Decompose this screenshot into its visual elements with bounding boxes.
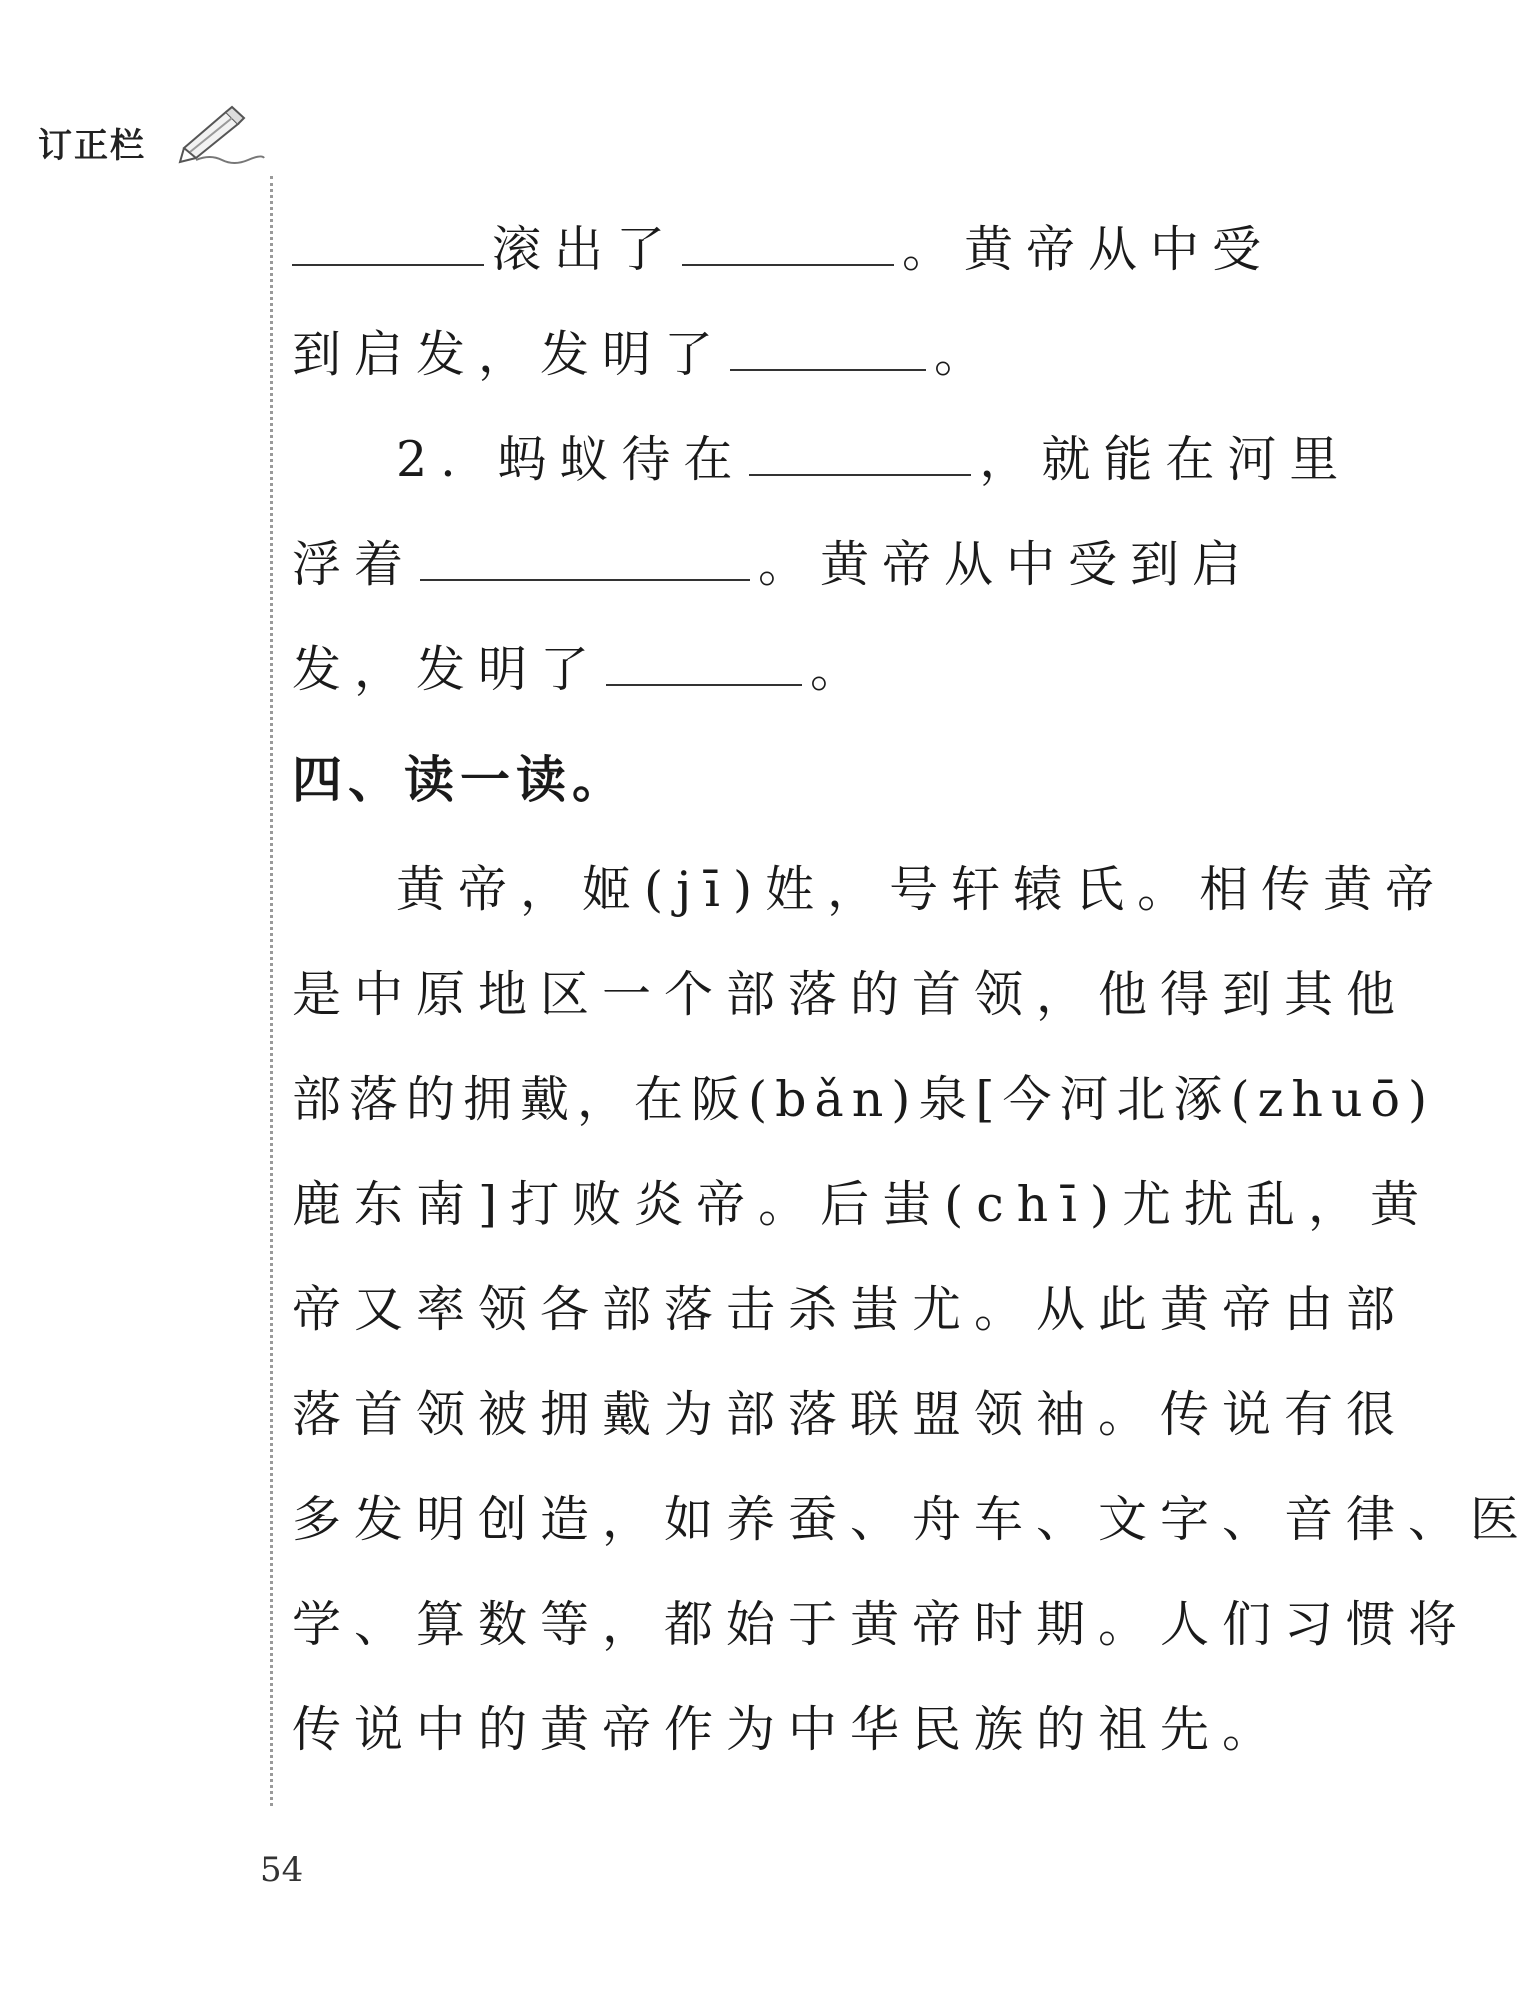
q1-text-d: 。 bbox=[934, 326, 997, 383]
reading-line: 落首领被拥戴为部落联盟领袖。传说有很 bbox=[292, 1386, 1409, 1443]
q2-text-d: 。黄帝从中受到启 bbox=[758, 536, 1255, 593]
q2-line-1 bbox=[396, 415, 1356, 505]
q2-text-e: 发，发明了 bbox=[292, 641, 603, 698]
reading-line: 帝又率领各部落击杀蚩尤。从此黄帝由部 bbox=[292, 1281, 1409, 1338]
q2-text-c: 浮着 bbox=[292, 536, 417, 593]
pencil-icon bbox=[176, 104, 264, 164]
reading-line: 黄帝，姬(jī)姓，号轩辕氏。相传黄帝 bbox=[396, 861, 1448, 918]
reading-line: 部落的拥戴，在阪(bǎn)泉[今河北涿(zhuō) bbox=[292, 1071, 1436, 1128]
q2-line-2 bbox=[292, 520, 1255, 610]
reading-line: 传说中的黄帝作为中华民族的祖先。 bbox=[292, 1701, 1285, 1758]
q2-text-a: 2. 蚂蚁待在 bbox=[396, 431, 746, 488]
q2-line-3 bbox=[292, 625, 1252, 715]
reading-line: 是中原地区一个部落的首领，他得到其他 bbox=[292, 966, 1409, 1023]
q1-text-b: 。黄帝从中受 bbox=[902, 221, 1275, 278]
margin-divider bbox=[270, 176, 273, 1806]
q1-text-a: 滚出了 bbox=[492, 221, 679, 278]
page-number: 54 bbox=[260, 1850, 304, 1890]
q2-text-f: 。 bbox=[810, 641, 873, 698]
answer-blank[interactable] bbox=[749, 428, 971, 476]
reading-line: 学、算数等，都始于黄帝时期。人们习惯将 bbox=[292, 1596, 1471, 1653]
answer-blank[interactable] bbox=[292, 218, 484, 266]
q1-text-c: 到启发，发明了 bbox=[292, 326, 727, 383]
reading-line: 多发明创造，如养蚕、舟车、文字、音律、医 bbox=[292, 1491, 1532, 1548]
answer-blank[interactable] bbox=[420, 533, 750, 581]
answer-blank[interactable] bbox=[730, 323, 926, 371]
section-4-title: 四、读一读。 bbox=[292, 751, 628, 809]
answer-blank[interactable] bbox=[606, 638, 802, 686]
q2-text-b: ，就能在河里 bbox=[979, 431, 1352, 488]
correction-column-label: 订正栏 bbox=[38, 126, 146, 166]
reading-line: 鹿东南]打败炎帝。后蚩(chī)尤扰乱，黄 bbox=[292, 1176, 1433, 1233]
q1-line-2 bbox=[292, 310, 1252, 400]
answer-blank[interactable] bbox=[682, 218, 894, 266]
q1-line-1 bbox=[292, 205, 1275, 295]
